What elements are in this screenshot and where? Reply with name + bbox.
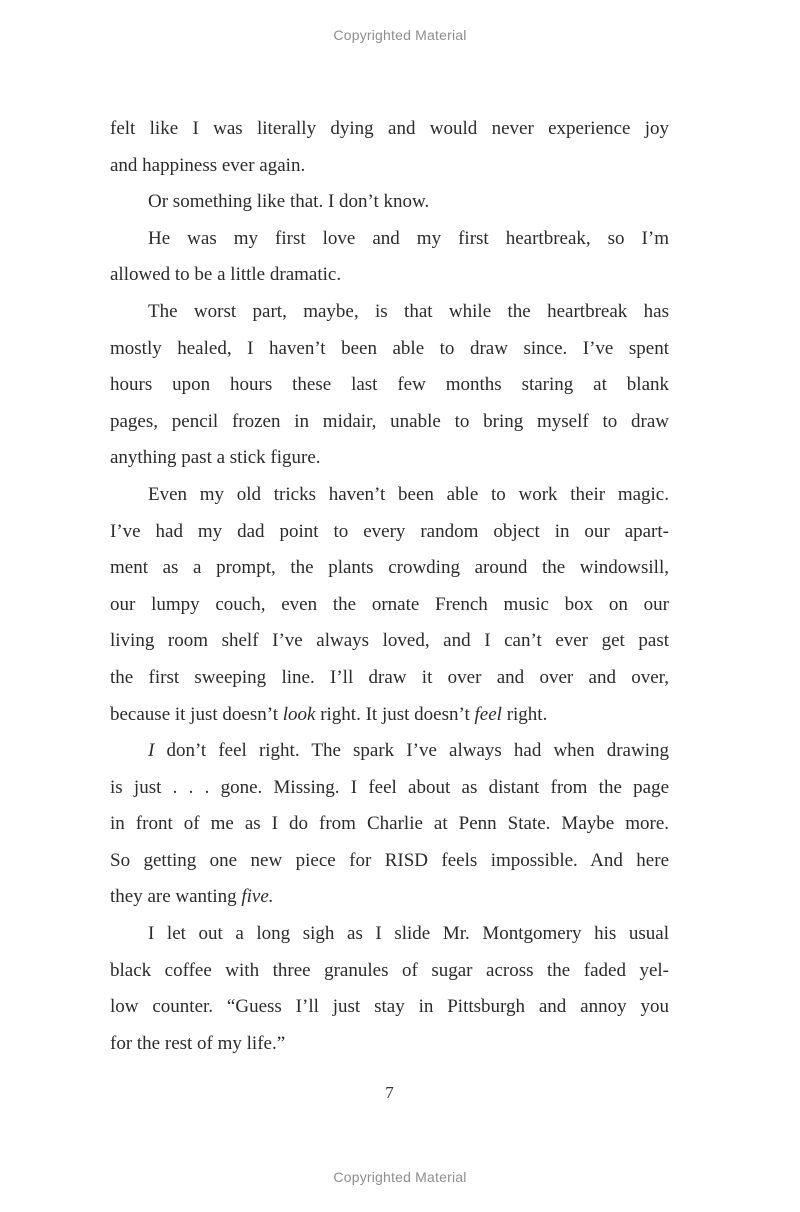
- text-line: the first sweeping line. I’ll draw it over and over and over,: [110, 666, 669, 688]
- text-line: black coffee with three granules of sugar across the faded yel-: [110, 959, 669, 981]
- text-line: for the rest of my life.”: [110, 1032, 286, 1054]
- text-line: pages, pencil frozen in midair, unable to bring myself to draw: [110, 410, 669, 432]
- text-line: ment as a prompt, the plants crowding around the windowsill,: [110, 557, 669, 579]
- text-line: felt like I was literally dying and would never experience joy: [110, 118, 669, 139]
- text-line: The worst part, maybe, is that while the heartbreak has: [148, 300, 669, 322]
- text-line: I let out a long sigh as I slide Mr. Montgomery his usual: [148, 923, 669, 945]
- text-line: Even my old tricks haven’t been able to work their magic.: [148, 483, 669, 505]
- text-line: our lumpy couch, even the ornate French music box on our: [110, 593, 669, 615]
- text-line: mostly healed, I haven’t been able to draw since. I’ve spent: [110, 337, 669, 359]
- text-line: So getting one new piece for RISD feels impossible. And here: [110, 849, 669, 871]
- text-line: He was my first love and my first heartbreak, so I’m: [148, 227, 669, 249]
- text-line: I’ve had my dad point to every random object in our apart-: [110, 520, 669, 542]
- text-line: living room shelf I’ve always loved, and I can’t ever get past: [110, 630, 669, 652]
- copyright-notice-top: Copyrighted Material: [333, 27, 467, 43]
- text-line: because it just doesn’t look right. It just doesn’t feel right.: [110, 703, 548, 725]
- text-line: is just . . . gone. Missing. I feel about as distant from the page: [110, 776, 669, 798]
- body-text: [110, 111, 669, 1062]
- text-line: low counter. “Guess I’ll just stay in Pittsburgh and annoy you: [110, 996, 669, 1018]
- text-line: hours upon hours these last few months staring at blank: [110, 374, 669, 396]
- text-line: anything past a stick figure.: [110, 447, 321, 469]
- text-line: they are wanting five.: [110, 886, 274, 908]
- text-line: allowed to be a little dramatic.: [110, 264, 342, 286]
- copyright-notice-bottom: Copyrighted Material: [333, 1169, 467, 1185]
- text-line: I don’t feel right. The spark I’ve always had when drawing: [148, 740, 669, 762]
- text-line: in front of me as I do from Charlie at Penn State. Maybe more.: [110, 813, 669, 835]
- text-line: Or something like that. I don’t know.: [148, 191, 430, 213]
- page-number: 7: [385, 1083, 394, 1102]
- text-line: and happiness ever again.: [110, 154, 306, 176]
